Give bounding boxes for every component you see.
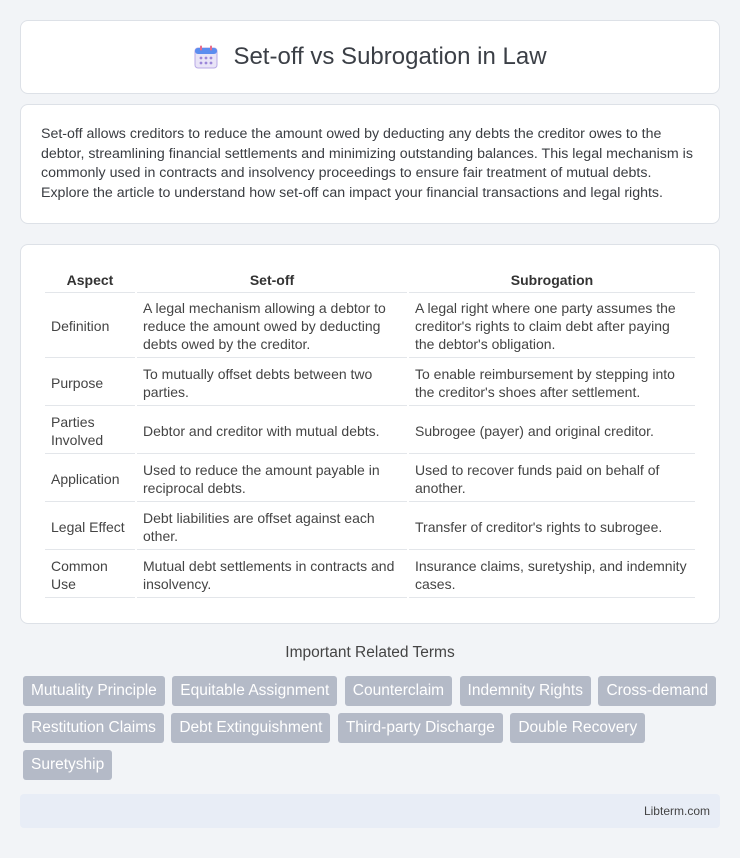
cell-subrogation: Transfer of creditor's rights to subrogee. [409,504,695,550]
header-setoff: Set-off [137,267,407,293]
table-row [45,360,695,406]
page-title: Set-off vs Subrogation in Law [233,43,547,70]
cell-setoff: Used to reduce the amount payable in reciprocal debts. [137,456,407,502]
tag-double-recovery[interactable]: Double Recovery [510,713,645,743]
related-terms-list [23,676,723,787]
cell-setoff: Mutual debt settlements in contracts and insolvency. [137,552,407,598]
cell-aspect: Definition [45,295,135,358]
tag-mutuality-principle[interactable]: Mutuality Principle [23,676,165,706]
tag-debt-extinguishment[interactable]: Debt Extinguishment [171,713,330,743]
header-subrogation: Subrogation [409,267,695,293]
tag-restitution-claims[interactable]: Restitution Claims [23,713,164,743]
cell-setoff: To mutually offset debts between two parties. [137,360,407,406]
cell-subrogation: A legal right where one party assumes the creditor's rights to claim debt after paying the debtor's obligation. [409,295,695,358]
comparison-table [43,265,697,600]
footer-brand-link[interactable]: Libterm.com [643,804,710,818]
cell-setoff: Debtor and creditor with mutual debts. [137,408,407,454]
header-card [20,20,720,94]
tag-equitable-assignment[interactable]: Equitable Assignment [172,676,337,706]
related-terms-title: Important Related Terms [285,644,455,661]
table-row [45,408,695,454]
intro-card [20,104,720,224]
cell-aspect: Purpose [45,360,135,406]
cell-aspect: Legal Effect [45,504,135,550]
footer [20,794,720,828]
table-row [45,295,695,358]
calendar-icon [193,44,219,70]
cell-subrogation: Used to recover funds paid on behalf of another. [409,456,695,502]
tag-cross-demand[interactable]: Cross-demand [598,676,716,706]
table-header-row [45,267,695,293]
tag-suretyship[interactable]: Suretyship [23,750,112,780]
cell-aspect: Common Use [45,552,135,598]
table-row [45,504,695,550]
tag-counterclaim[interactable]: Counterclaim [345,676,452,706]
cell-subrogation: Insurance claims, suretyship, and indemnity cases. [409,552,695,598]
cell-subrogation: Subrogee (payer) and original creditor. [409,408,695,454]
intro-text: Set-off allows creditors to reduce the amount owed by deducting any debts the creditor owes to the debtor, streamlining financial settlements and minimizing outstanding balances. This legal mechanism is commonly used in contracts and insolvency proceedings to ensure fair treatment of mutual debts. Explore the article to understand how set-off can impact your financial transactions and legal rights. [41,126,693,201]
tag-third-party-discharge[interactable]: Third-party Discharge [338,713,503,743]
table-row [45,552,695,598]
comparison-card [20,244,720,624]
cell-subrogation: To enable reimbursement by stepping into the creditor's shoes after settlement. [409,360,695,406]
cell-aspect: Application [45,456,135,502]
table-row [45,456,695,502]
header-aspect: Aspect [45,267,135,293]
cell-setoff: A legal mechanism allowing a debtor to reduce the amount owed by deducting debts owed by the creditor. [137,295,407,358]
cell-aspect: Parties Involved [45,408,135,454]
cell-setoff: Debt liabilities are offset against each other. [137,504,407,550]
tag-indemnity-rights[interactable]: Indemnity Rights [460,676,591,706]
